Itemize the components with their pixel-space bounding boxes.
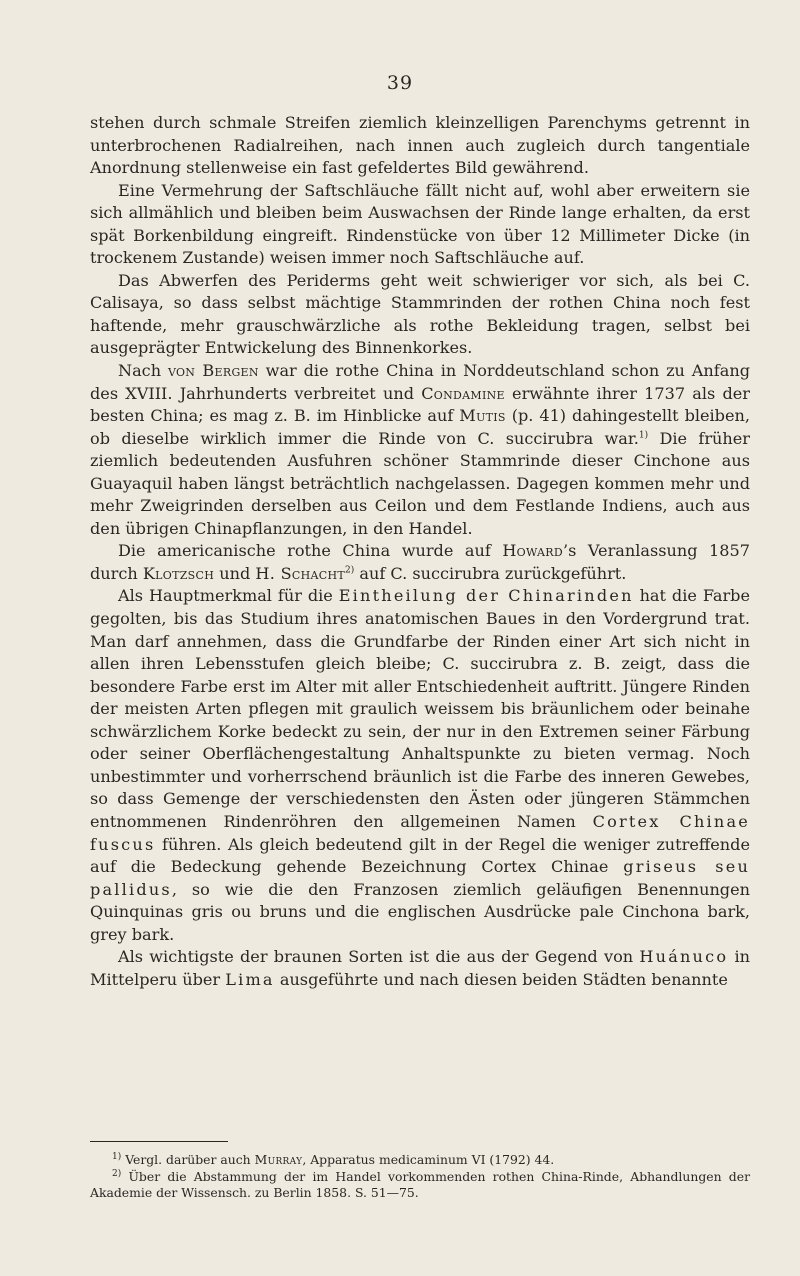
text-segment: und [214, 563, 256, 583]
text-segment: (p. 41) dahingestellt bleiben, ob dieselbe wirklich immer die Rinde von C. succirubra war. [90, 406, 750, 448]
emphasized-text: Lima [225, 969, 275, 989]
text-segment: Das Abwerfen des Periderms geht weit schwieriger vor sich, als bei C. Calisaya, so dass selbst mächtige Stammrinden der rothen China noch fest haftende, mehr grauschwärzliche als rothe Bekleidung tragen, selbst bei ausgeprägter Entwickelung des Binnenkorkes. [90, 270, 750, 358]
emphasized-text: Klotzsch [142, 563, 215, 583]
emphasized-text: Eintheilung der Chinarinden [338, 586, 634, 606]
text-segment: in Mittelperu über [90, 947, 750, 989]
text-segment: Die früher ziemlich bedeutenden Ausfuhren schöner Stammrinde dieser Cinchone aus Guayaquil haben längst beträchtlich nachgelassen. Dagegen kommen mehr und mehr Zweigrinden derselben aus Ceilon und dem Festlande Indiens, auch aus den übrigen Chinapflanzungen, in den Handel. [90, 428, 751, 538]
text-segment: Als Hauptmerkmal für die [118, 586, 339, 606]
footnote-separator [90, 1141, 228, 1142]
text-segment: ’s Veranlassung 1857 durch [90, 541, 750, 583]
text-segment: stehen durch schmale Streifen ziemlich kleinzelligen Parenchyms getrennt in unterbrochenen Radialreihen, nach innen auch zugleich durch tangentiale Anordnung stellenweise ein fast gefeldertes Bild gewährend. [90, 113, 750, 178]
paragraph [90, 946, 750, 991]
footnote-marker: 2) [345, 565, 355, 576]
text-segment: Nach [118, 361, 168, 381]
page-number: 39 [386, 72, 414, 94]
footnote-marker: 2) [112, 1168, 122, 1179]
text-segment: Eine Vermehrung der Saftschläuche fällt nicht auf, wohl aber erweitern sie sich allmählich und bleiben beim Auswachsen der Rinde lange erhalten, da erst spät Borkenbildung eingreift. Rindenstücke von über 12 Millimeter Dicke (in trockenem Zustande) weisen immer noch Saftschläuche auf. [90, 180, 750, 268]
emphasized-text: Cortex Chinae fuscus [90, 811, 750, 854]
text-segment: auf C. succirubra zurückgeführt. [354, 563, 627, 583]
emphasized-text: H. Schacht [255, 563, 345, 583]
footnote-marker: 1) [638, 430, 649, 441]
text-segment: Vergl. darüber auch [121, 1152, 255, 1167]
body-text [90, 112, 750, 991]
text-segment: Als wichtigste der braunen Sorten ist die aus der Gegend von [118, 947, 640, 967]
emphasized-text: von Bergen [167, 361, 259, 381]
paragraph [90, 112, 750, 180]
paragraph [90, 180, 750, 270]
emphasized-text: griseus seu pallidus [90, 857, 751, 899]
footnote-marker: 1) [112, 1151, 122, 1162]
text-segment: erwähnte ihrer 1737 als der besten China; es mag z. B. im Hinblicke auf [90, 383, 750, 426]
paragraph [90, 585, 750, 946]
text-segment: , so wie die den Franzosen ziemlich geläufigen Benennungen Quinquinas gris ou bruns und die englischen Ausdrücke pale Cinchona bark, grey bark. [90, 879, 750, 944]
paragraph [90, 270, 750, 360]
text-segment: hat die Farbe gegolten, bis das Studium ihres anatomischen Baues in den Vordergrund trat. Man darf annehmen, dass die Grundfarbe der Rinden einer Art sich nicht in allen ihren Lebensstufen gleich bleibe; C. succirubra z. B. zeigt, dass die besondere Farbe erst im Alter mit aller Entschiedenheit auftritt. Jüngere Rinden der meisten Arten pflegen mit graulich weissem bis bräunlichem oder beinahe schwärzlichem Korke bedeckt zu sein, der nur in den Extremen seiner Färbung oder seiner Oberflächengestaltung Anhaltspunkte zu bieten vermag. Noch unbestimmter und vorherrschend bräunlich ist die Farbe des inneren Gewebes, so dass Gemenge der verschiedensten den Ästen oder jüngeren Stämmchen entnommenen Rindenröhren den allgemeinen Namen [90, 586, 751, 831]
text-segment: Über die Abstammung der im Handel vorkommenden rothen China-Rinde, Abhandlungen der Akademie der Wissensch. zu Berlin 1858. S. 51—75. [90, 1168, 750, 1200]
text-segment: ausgeführte und nach diesen beiden Städten benannte [274, 969, 728, 989]
footnotes [90, 1152, 750, 1202]
text-segment: führen. Als gleich bedeutend gilt in der Regel die weniger zutreffende auf die Bedeckung gehende Bezeichnung Cortex Chinae [90, 834, 750, 877]
emphasized-text: Murray [254, 1152, 303, 1167]
footnote [90, 1152, 750, 1169]
paragraph [90, 540, 750, 585]
emphasized-text: Condamine [421, 383, 505, 403]
emphasized-text: Howard [502, 541, 563, 561]
text-segment: , Apparatus medicaminum VI (1792) 44. [302, 1152, 555, 1167]
footnote [90, 1169, 750, 1202]
text-segment: Die americanische rothe China wurde auf [118, 541, 503, 561]
emphasized-text: Huánuco [639, 947, 729, 967]
emphasized-text: Mutis [459, 406, 506, 426]
text-segment: war die rothe China in Norddeutschland schon zu Anfang des XVIII. Jahrhunderts verbreitet und [90, 361, 750, 403]
paragraph [90, 360, 750, 540]
